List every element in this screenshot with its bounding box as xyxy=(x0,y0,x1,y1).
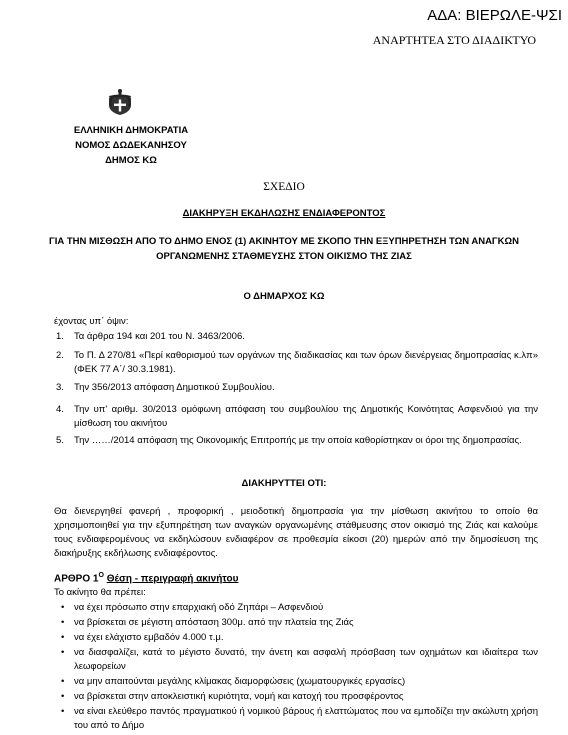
list-text: Την ……/2014 απόφαση της Οικονομικής Επιτροπής με την οποία καθορίστηκαν οι όροι της δημοπρασίας. xyxy=(74,435,522,446)
requirement-item xyxy=(56,631,538,645)
requirement-item xyxy=(56,616,538,630)
bullet-icon: • xyxy=(61,706,65,717)
requirement-text: να έχει πρόσωπο στην επαρχιακή οδό Ζηπάρι – Ασφενδιού xyxy=(74,602,324,613)
declaration-title: ΔΙΑΚΗΡΥΞΗ ΕΚΔΗΛΩΣΗΣ ΕΝΔΙΑΦΕΡΟΝΤΟΣ xyxy=(182,208,386,219)
requirement-text: να μην απαιτούνται μεγάλης κλίμακας διαμορφώσεις (χωματουργικές εργασίες) xyxy=(74,676,406,687)
requirement-item xyxy=(56,675,538,689)
draft-label: ΣΧΕΔΙΟ xyxy=(263,181,305,193)
legal-basis-item xyxy=(56,349,538,377)
list-number: 1. xyxy=(56,331,64,342)
requirement-text: να έχει ελάχιστο εμβαδόν 4.000 τ.μ. xyxy=(74,632,224,643)
requirement-text: να βρίσκεται στην αποκλειστική κυριότητα, νομή και κατοχή του προσφέροντος xyxy=(74,691,404,702)
considering-label: έχοντας υπ΄ όψιν: xyxy=(54,316,129,327)
greek-coat-of-arms-icon xyxy=(106,88,134,116)
list-number: 3. xyxy=(56,382,64,393)
requirement-text: να είναι ελεύθερο παντός πραγματικού ή νομικού βάρους ή ελαττώματος που να εμποδίζει την ακώλυτη χρήση του από το Δήμο xyxy=(74,706,538,731)
list-text: Την υπ' αριθμ. 30/2013 ομόφωνη απόφαση του συμβουλίου της Δημοτικής Κοινότητας Ασφενδιού για την μίσθωση του ακινήτου xyxy=(74,404,538,429)
bullet-icon: • xyxy=(61,632,65,643)
posting-note: ΑΝΑΡΤΗΤΕΑ ΣΤΟ ΔΙΑΔΙΚΤΥΟ xyxy=(372,33,536,47)
bullet-icon: • xyxy=(61,691,65,702)
issuer-prefecture: ΝΟΜΟΣ ΔΩΔΕΚΑΝΗΣΟΥ xyxy=(75,140,187,151)
article-heading xyxy=(54,572,238,584)
ada-code: ΑΔΑ: ΒΙΕΡΩΛΕ-ΨΣΙ xyxy=(427,7,562,24)
issuer-country: ΕΛΛΗΝΙΚΗ ΔΗΜΟΚΡΑΤΙΑ xyxy=(73,125,189,136)
list-number: 2. xyxy=(56,350,64,361)
legal-basis-item xyxy=(56,330,538,344)
body-paragraph: Θα διενεργηθεί φανερή , προφορική , μειοδοτική δημοπρασία για την μίσθωση ακινήτου το οποίο θα χρησιμοποιηθεί για την εξυπηρέτηση των αναγκών οργανωμένης στάθμευσης στον οικισμό της Ζιάς και καλούμε τους ενδιαφερομένους να εκδηλώσουν ενδιαφέρον σε προθεσμία είκοσι (20) ημερών από την δημοσίευση της διακήρυξης εκδήλωσης ενδιαφέροντος. xyxy=(54,506,538,559)
article-title: Θέση - περιγραφή ακινήτου xyxy=(106,573,239,585)
article-superscript: Ο xyxy=(98,572,104,579)
requirement-item xyxy=(56,601,538,615)
issuer-municipality: ΔΗΜΟΣ ΚΩ xyxy=(105,155,157,166)
bullet-icon: • xyxy=(61,602,65,613)
bullet-icon: • xyxy=(61,647,65,658)
list-number: 4. xyxy=(56,404,64,415)
requirement-text: να βρίσκεται σε μέγιστη απόσταση 300μ. από την πλατεία της Ζιάς xyxy=(74,617,354,628)
requirements-intro: Το ακίνητο θα πρέπει: xyxy=(54,587,146,598)
declares-heading: ΔΙΑΚΗΡΥΤΤΕΙ ΟΤΙ: xyxy=(241,478,327,489)
list-number: 5. xyxy=(56,435,64,446)
legal-basis-item xyxy=(56,403,538,431)
subject-heading: ΓΙΑ ΤΗΝ ΜΙΣΘΩΣΗ ΑΠΟ ΤΟ ΔΗΜΟ ΕΝΟΣ (1) ΑΚΙΝΗΤΟΥ ΜΕ ΣΚΟΠΟ ΤΗΝ ΕΞΥΠΗΡΕΤΗΣΗ ΤΩΝ ΑΝΑΓΚΩΝ ΟΡΓΑΝΩΜΕΝΗΣ ΣΤΑΘΜΕΥΣΗΣ ΣΤΟΝ ΟΙΚΙΣΜΟ ΤΗΣ ΖΙΑΣ xyxy=(49,236,519,262)
list-text: Το Π. Δ 270/81 «Περί καθορισμού των οργάνων της διαδικασίας και των όρων διενέργειας δημοπρασίας κ.λπ» (ΦΕΚ 77 Α΄/ 30.3.1981). xyxy=(74,350,538,375)
requirement-item xyxy=(56,646,538,674)
legal-basis-item xyxy=(56,381,538,395)
requirement-item xyxy=(56,705,538,733)
legal-basis-item xyxy=(56,434,538,448)
article-number: ΑΡΘΡΟ 1 xyxy=(54,573,99,585)
bullet-icon: • xyxy=(61,617,65,628)
requirement-text: να διασφαλίζει, κατά το μέγιστο δυνατό, την άνετη και ασφαλή πρόσβαση των οχημάτων και ιδιαίτερα των λεωφορείων xyxy=(74,647,538,672)
requirement-item xyxy=(56,690,538,704)
bullet-icon: • xyxy=(61,676,65,687)
mayor-heading: Ο ΔΗΜΑΡΧΟΣ ΚΩ xyxy=(243,291,325,302)
list-text: Την 356/2013 απόφαση Δημοτικού Συμβουλίου. xyxy=(74,382,275,393)
list-text: Τα άρθρα 194 και 201 του Ν. 3463/2006. xyxy=(74,331,245,342)
